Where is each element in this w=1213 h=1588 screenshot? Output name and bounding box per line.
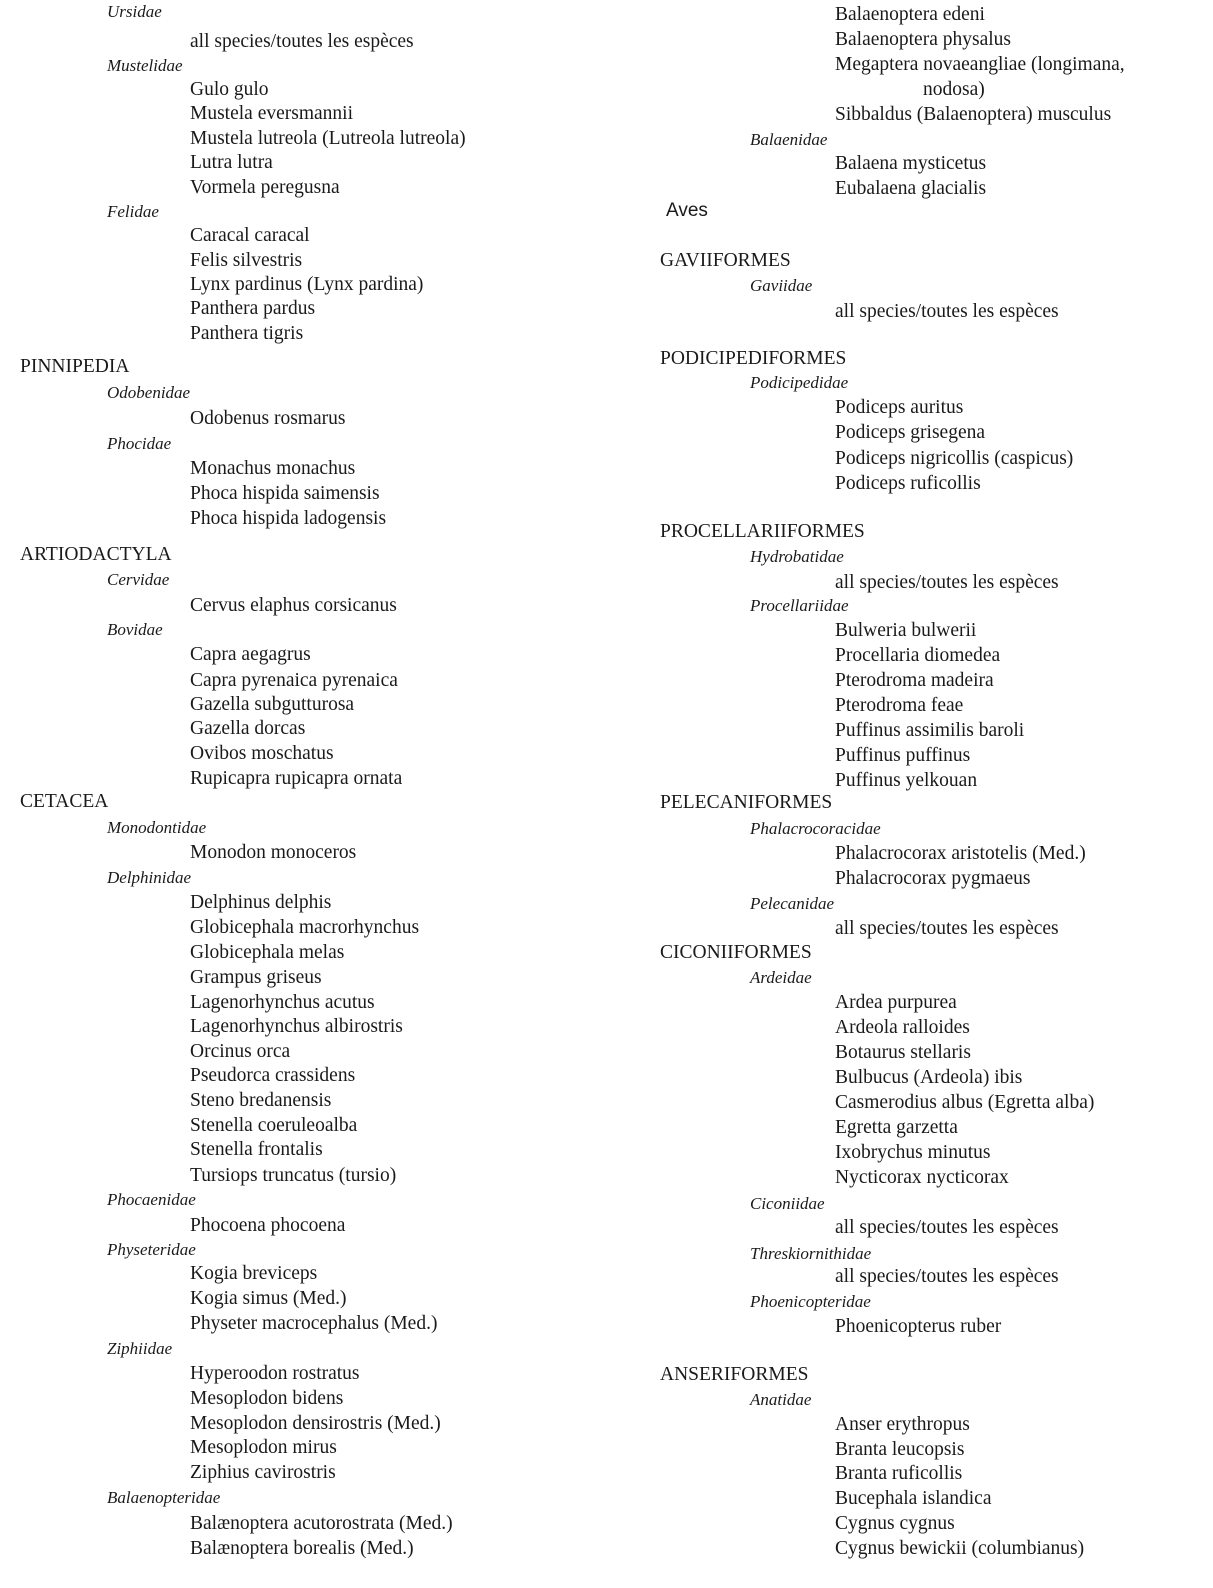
- order-name: CICONIIFORMES: [660, 942, 812, 963]
- family-name: Phocaenidae: [107, 1190, 196, 1209]
- species-name: Puffinus puffinus: [835, 745, 971, 766]
- species-name: Lagenorhynchus albirostris: [190, 1016, 403, 1037]
- family-name: Podicipedidae: [750, 373, 849, 392]
- species-name: Podiceps grisegena: [835, 422, 986, 443]
- species-name: Kogia breviceps: [190, 1263, 318, 1284]
- species-name: Kogia simus (Med.): [190, 1288, 347, 1309]
- species-name-continuation: nodosa): [923, 79, 985, 100]
- species-name: Ixobrychus minutus: [835, 1142, 991, 1163]
- species-name: Lutra lutra: [190, 152, 273, 173]
- species-name: Phoenicopterus ruber: [835, 1316, 1002, 1337]
- family-name: Delphinidae: [107, 868, 192, 887]
- order-name: PROCELLARIIFORMES: [660, 521, 865, 542]
- family-name: Physeteridae: [107, 1240, 196, 1259]
- species-name: Ardea purpurea: [835, 992, 957, 1013]
- species-name: Gulo gulo: [190, 79, 269, 100]
- order-name: GAVIIFORMES: [660, 250, 791, 271]
- family-name: Pelecanidae: [750, 894, 835, 913]
- family-name: Threskiornithidae: [750, 1244, 872, 1263]
- species-name: Monodon monoceros: [190, 842, 357, 863]
- species-name: Egretta garzetta: [835, 1117, 958, 1138]
- species-name: Capra pyrenaica pyrenaica: [190, 670, 398, 691]
- species-name: Pterodroma madeira: [835, 670, 994, 691]
- family-name: Balaenopteridae: [107, 1488, 221, 1507]
- species-name: Pterodroma feae: [835, 695, 964, 716]
- class-name: Aves: [666, 200, 708, 221]
- species-name: Panthera tigris: [190, 323, 304, 344]
- species-name: Pseudorca crassidens: [190, 1065, 356, 1086]
- species-name: Podiceps nigricollis (caspicus): [835, 448, 1074, 469]
- species-name: Procellaria diomedea: [835, 645, 1001, 666]
- order-name: PINNIPEDIA: [20, 356, 130, 377]
- species-name: Branta leucopsis: [835, 1439, 965, 1460]
- species-name: all species/toutes les espèces: [835, 1266, 1059, 1287]
- species-name: Orcinus orca: [190, 1041, 291, 1062]
- order-name: PODICIPEDIFORMES: [660, 348, 847, 369]
- species-name: all species/toutes les espèces: [835, 572, 1059, 593]
- species-name: Mesoplodon bidens: [190, 1388, 344, 1409]
- species-name: Monachus monachus: [190, 458, 356, 479]
- species-name: Balænoptera borealis (Med.): [190, 1538, 414, 1559]
- species-name: Gazella subgutturosa: [190, 694, 355, 715]
- species-name: Sibbaldus (Balaenoptera) musculus: [835, 104, 1112, 125]
- species-name: Tursiops truncatus (tursio): [190, 1165, 397, 1186]
- species-name: all species/toutes les espèces: [835, 918, 1059, 939]
- family-name: Anatidae: [750, 1390, 812, 1409]
- species-name: Hyperoodon rostratus: [190, 1363, 360, 1384]
- species-name: Mustela eversmannii: [190, 103, 353, 124]
- family-name: Procellariidae: [750, 596, 849, 615]
- species-name: Globicephala melas: [190, 942, 345, 963]
- family-name: Ziphiidae: [107, 1339, 173, 1358]
- species-name: Ziphius cavirostris: [190, 1462, 336, 1483]
- species-name: Stenella coeruleoalba: [190, 1115, 358, 1136]
- species-name: Ovibos moschatus: [190, 743, 334, 764]
- species-name: Balaenoptera edeni: [835, 4, 985, 25]
- family-name: Mustelidae: [107, 56, 183, 75]
- species-name: Odobenus rosmarus: [190, 408, 346, 429]
- species-name: Megaptera novaeangliae (longimana,: [835, 54, 1125, 75]
- family-name: Phalacrocoracidae: [750, 819, 881, 838]
- species-name: Botaurus stellaris: [835, 1042, 971, 1063]
- species-name: all species/toutes les espèces: [190, 31, 414, 52]
- species-name: Balaena mysticetus: [835, 153, 987, 174]
- family-name: Phoenicopteridae: [750, 1292, 871, 1311]
- species-name: Phocoena phocoena: [190, 1215, 346, 1236]
- species-name: Gazella dorcas: [190, 718, 306, 739]
- species-name: Puffinus assimilis baroli: [835, 720, 1025, 741]
- species-name: Bucephala islandica: [835, 1488, 992, 1509]
- order-name: ARTIODACTYLA: [20, 544, 172, 565]
- species-name: Eubalaena glacialis: [835, 178, 987, 199]
- species-name: Phoca hispida ladogensis: [190, 508, 387, 529]
- species-name: Casmerodius albus (Egretta alba): [835, 1092, 1095, 1113]
- family-name: Ardeidae: [750, 968, 812, 987]
- family-name: Ursidae: [107, 2, 162, 21]
- species-name: Bulweria bulwerii: [835, 620, 977, 641]
- family-name: Hydrobatidae: [750, 547, 844, 566]
- species-name: Branta ruficollis: [835, 1463, 963, 1484]
- species-name: Felis silvestris: [190, 250, 303, 271]
- species-name: Physeter macrocephalus (Med.): [190, 1313, 438, 1334]
- family-name: Balaenidae: [750, 130, 828, 149]
- species-name: Globicephala macrorhynchus: [190, 917, 420, 938]
- species-name: Lynx pardinus (Lynx pardina): [190, 274, 424, 295]
- species-name: Puffinus yelkouan: [835, 770, 978, 791]
- species-name: Balænoptera acutorostrata (Med.): [190, 1513, 453, 1534]
- species-name: Phoca hispida saimensis: [190, 483, 380, 504]
- species-name: all species/toutes les espèces: [835, 301, 1059, 322]
- species-name: Cygnus cygnus: [835, 1513, 955, 1534]
- species-name: Rupicapra rupicapra ornata: [190, 768, 403, 789]
- species-name: Mustela lutreola (Lutreola lutreola): [190, 128, 466, 149]
- species-name: Cygnus bewickii (columbianus): [835, 1538, 1085, 1559]
- species-name: all species/toutes les espèces: [835, 1217, 1059, 1238]
- species-name: Podiceps ruficollis: [835, 473, 981, 494]
- order-name: PELECANIFORMES: [660, 792, 833, 813]
- species-name: Balaenoptera physalus: [835, 29, 1011, 50]
- species-name: Delphinus delphis: [190, 892, 332, 913]
- species-name: Stenella frontalis: [190, 1139, 323, 1160]
- species-name: Anser erythropus: [835, 1414, 970, 1435]
- family-name: Monodontidae: [107, 818, 207, 837]
- species-name: Caracal caracal: [190, 225, 310, 246]
- family-name: Felidae: [107, 202, 159, 221]
- species-name: Vormela peregusna: [190, 177, 340, 198]
- species-name: Podiceps auritus: [835, 397, 964, 418]
- order-name: ANSERIFORMES: [660, 1364, 809, 1385]
- species-name: Mesoplodon densirostris (Med.): [190, 1413, 441, 1434]
- family-name: Ciconiidae: [750, 1194, 825, 1213]
- family-name: Bovidae: [107, 620, 163, 639]
- species-name: Steno bredanensis: [190, 1090, 332, 1111]
- species-name: Nycticorax nycticorax: [835, 1167, 1009, 1188]
- species-name: Grampus griseus: [190, 967, 322, 988]
- species-name: Phalacrocorax aristotelis (Med.): [835, 843, 1086, 864]
- family-name: Cervidae: [107, 570, 170, 589]
- species-name: Capra aegagrus: [190, 644, 311, 665]
- species-name: Lagenorhynchus acutus: [190, 992, 375, 1013]
- species-name: Bulbucus (Ardeola) ibis: [835, 1067, 1023, 1088]
- species-name: Cervus elaphus corsicanus: [190, 595, 397, 616]
- family-name: Gaviidae: [750, 276, 813, 295]
- family-name: Phocidae: [107, 434, 172, 453]
- family-name: Odobenidae: [107, 383, 191, 402]
- order-name: CETACEA: [20, 791, 109, 812]
- species-name: Phalacrocorax pygmaeus: [835, 868, 1031, 889]
- species-name: Ardeola ralloides: [835, 1017, 970, 1038]
- species-name: Mesoplodon mirus: [190, 1437, 337, 1458]
- species-name: Panthera pardus: [190, 298, 316, 319]
